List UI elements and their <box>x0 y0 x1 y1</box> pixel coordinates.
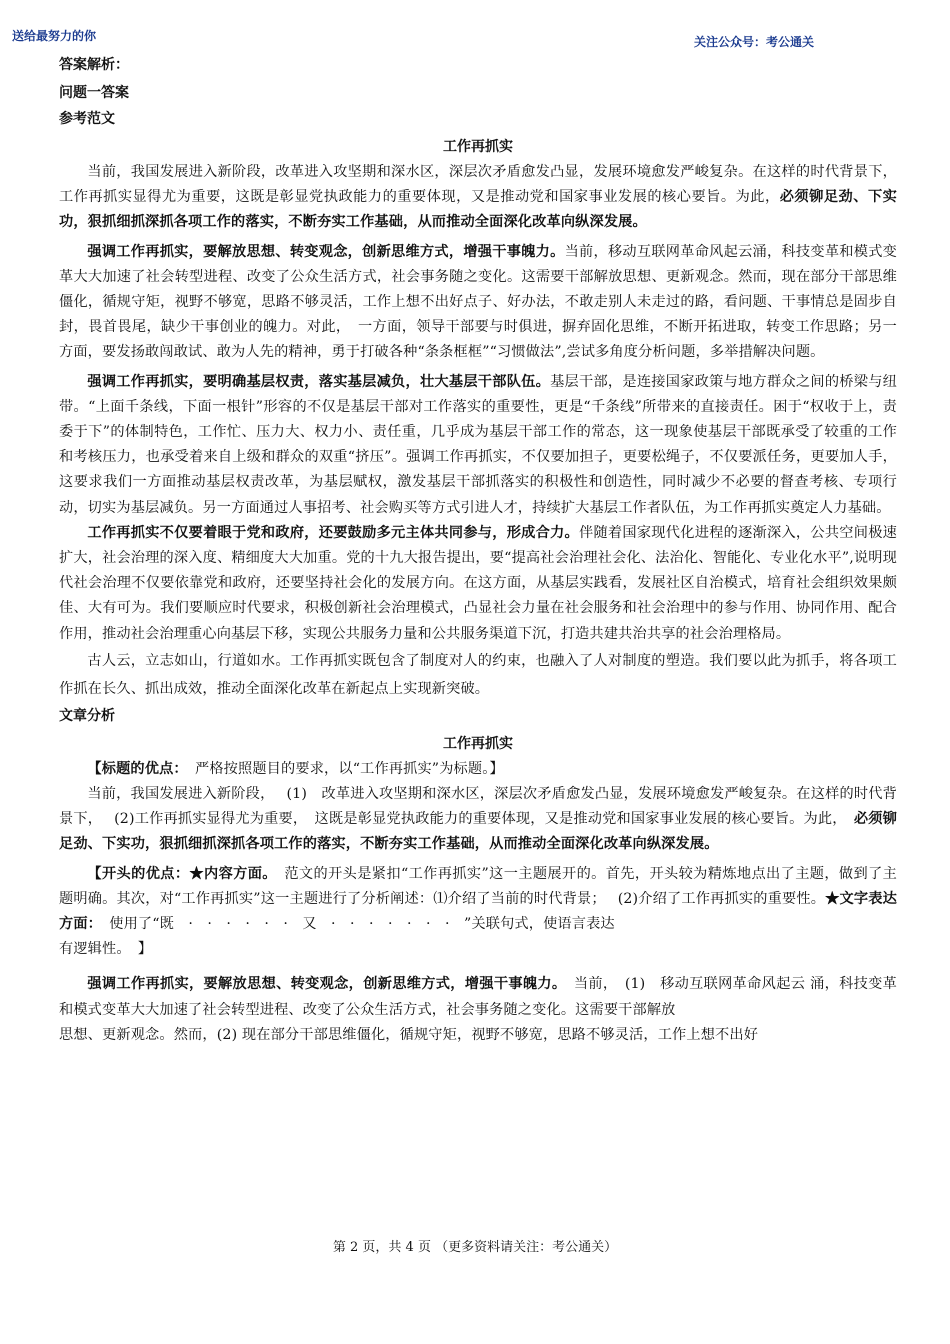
essay-p1-bold: 必须铆足劲、下实功，狠抓细抓深抓各项工作的落实，不断夯实工作基础，从而推动全面深化改革向纵深发展。 <box>59 189 897 231</box>
analysis-p1-text: 当前，我国发展进入新阶段， (1) 改革进入攻坚期和深水区，深层次矛盾愈发凸显，发展环境愈发严峻复杂。在这样的时代背景下， (2)工作再抓实显得尤为重要， 这既是彰显党执政能力的重要体现，又是推动党和国家事业发展的核心要旨。为此， <box>59 786 897 828</box>
analysis-title: 工作再抓实 <box>443 735 513 752</box>
reference-label: 参考范文 <box>59 111 115 127</box>
opening-merit-text: 范文的开头是紧扣“工作再抓实”这一主题展开的。首先，开头较为精炼地点出了主题，做到了主题明确。其次，对“工作再抓实”这一主题进行了分析阐述：⑴介绍了当前的时代背景； (2)介绍了工作再抓实的重要性。 <box>59 865 897 907</box>
essay-p3-lead: 强调工作再抓实，要明确基层权责，落实基层减负，壮大基层干部队伍。 <box>87 373 551 390</box>
essay-p3-text: 基层干部，是连接国家政策与地方群众之间的桥梁与纽带。“上面千条线，下面一根针”形容的不仅是基层干部对工作落实的重要性，更是“千条线”所带来的直接责任。困于“权收于上，责委于下”的体制特色，工作忙、压力大、权力小、责任重，几乎成为基层干部工作的常态，这一现象使基层干部既承受了较重的工作和考核压力，也承受着来自上级和群众的双重“挤压”。强调工作再抓实，不仅要加担子，更要松绳子，不仅要派任务，更要加人手，这要求我们一方面推动基层权责改革，为基层赋权，激发基层干部抓落实的积极性和创造性，同时减少不必要的督查考核、专项行动，切实为基层减负。另一方面通过人事招考、社会购买等方式引进人才，持续扩大基层工作者队伍，为工作再抓实奠定人力基础。 <box>59 373 897 516</box>
header-wechat-note: 关注公众号：考公通关 <box>694 35 815 49</box>
analysis-paragraph-2-cont: 思想、更新观念。然而，(2) 现在部分干部思维僵化，循规守矩，视野不够宽，思路不够灵活，工作上想不出好 <box>59 1026 759 1043</box>
title-merit-label: 【标题的优点： <box>87 760 181 777</box>
article-analysis-label: 文章分析 <box>59 707 115 724</box>
title-merit-note <box>59 757 897 782</box>
essay-paragraph-5: 古人云，立志如山，行道如水。工作再抓实既包含了制度对人的约束，也融入了人对制度的塑造。我们要以此为抓手，将各项工作抓在长久、抓出成效，推动全面深化改革在新起点上实现新突破。 <box>59 652 897 697</box>
essay-paragraph-4 <box>59 521 897 647</box>
opening-merit-tail: 有逻辑性。 】 <box>59 941 153 958</box>
opening-expression-text: 使用了“既 · · · · · · 又 · · · · · · · ”关联句式，使语言表达 <box>94 916 615 933</box>
opening-merit-label: 【开头的优点：★内容方面。 <box>87 865 270 882</box>
essay-p1-text: 当前，我国发展进入新阶段，改革进入攻坚期和深水区，深层次矛盾愈发凸显，发展环境愈发严峻复杂。在这样的时代背景下，工作再抓实显得尤为重要，这既是彰显党执政能力的重要体现，又是推动党和国家事业发展的核心要旨。为此， <box>59 164 897 206</box>
essay-paragraph-3 <box>59 370 897 521</box>
essay-p4-lead: 工作再抓实不仅要着眼于党和政府，还要鼓励多元主体共同参与，形成合力。 <box>87 524 580 541</box>
answer-analysis-label: 答案解析： <box>59 57 129 73</box>
essay-p2-lead: 强调工作再抓实，要解放思想、转变观念，创新思维方式，增强干事魄力。 <box>87 243 565 260</box>
analysis-paragraph-2 <box>59 972 897 1022</box>
page-footer: 第 2 页，共 4 页 （更多资料请关注：考公通关） <box>332 1240 618 1255</box>
opening-expression-label: ★文字表达方面： <box>59 890 897 933</box>
essay-p4-text: 伴随着国家现代化进程的逐渐深入，公共空间极速扩大，社会治理的深入度、精细度大大加重。党的十九大报告提出，要“提高社会治理社会化、法治化、智能化、专业化水平”,说明现代社会治理不仅要依靠党和政府，还要坚持社会化的发展方向。在这方面，从基层实践看，发展社区自治模式，培育社会组织效果颇佳、大有可为。我们要顺应时代要求，积极创新社会治理模式，凸显社会力量在社会服务和社会治理中的参与作用、协同作用、配合作用，推动社会治理重心向基层下移，实现公共服务力量和公共服务渠道下沉，打造共建共治共享的社会治理格局。 <box>59 524 897 642</box>
analysis-p2-lead: 强调工作再抓实，要解放思想、转变观念，创新思维方式，增强干事魄力。 <box>87 976 560 993</box>
analysis-paragraph-1 <box>59 782 897 858</box>
essay-title: 工作再抓实 <box>443 139 513 155</box>
essay-paragraph-2 <box>59 240 897 366</box>
document-body <box>59 52 897 1048</box>
essay-paragraph-1 <box>59 160 897 236</box>
q1-answer-label: 问题一答案 <box>59 85 129 101</box>
essay-p2-text: 当前，移动互联网革命风起云涌，科技变革和模式变革大大加速了社会转型进程、改变了公众生活方式，社会事务随之变化。这需要干部解放思想、更新观念。然而，现在部分干部思维僵化，循规守矩，视野不够宽，思路不够灵活，工作上想不出好点子、好办法，不敢走别人未走过的路，看问题、干事情总是固步自封，畏首畏尾，缺少干事创业的魄力。对此， 一方面，领导干部要与时俱进，摒弃固化思维，不断开拓进取，转变工作思路；另一方面，要发扬敢闯敢试、敢为人先的精神，勇于打破各种“条条框框”“习惯做法”,尝试多角度分析问题，多举措解决问题。 <box>59 243 898 361</box>
title-merit-text: 严格按照题目的要求，以“工作再抓实”为标题。】 <box>180 760 504 777</box>
analysis-p2-text: 当前， (1) 移动互联网革命风起云 涌，科技变革和模式变革大大加速了社会转型进程、改变了公众生活方式，社会事务随之变化。这需要干部解放 <box>59 976 897 1018</box>
opening-merit-note <box>59 862 897 938</box>
analysis-p1-bold: 必须铆足劲、下实功，狠抓细抓深抓各项工作的落实，不断夯实工作基础，从而推动全面深化改革向纵深发展。 <box>59 811 897 853</box>
header-slogan: 送给最努力的你 <box>12 29 97 43</box>
